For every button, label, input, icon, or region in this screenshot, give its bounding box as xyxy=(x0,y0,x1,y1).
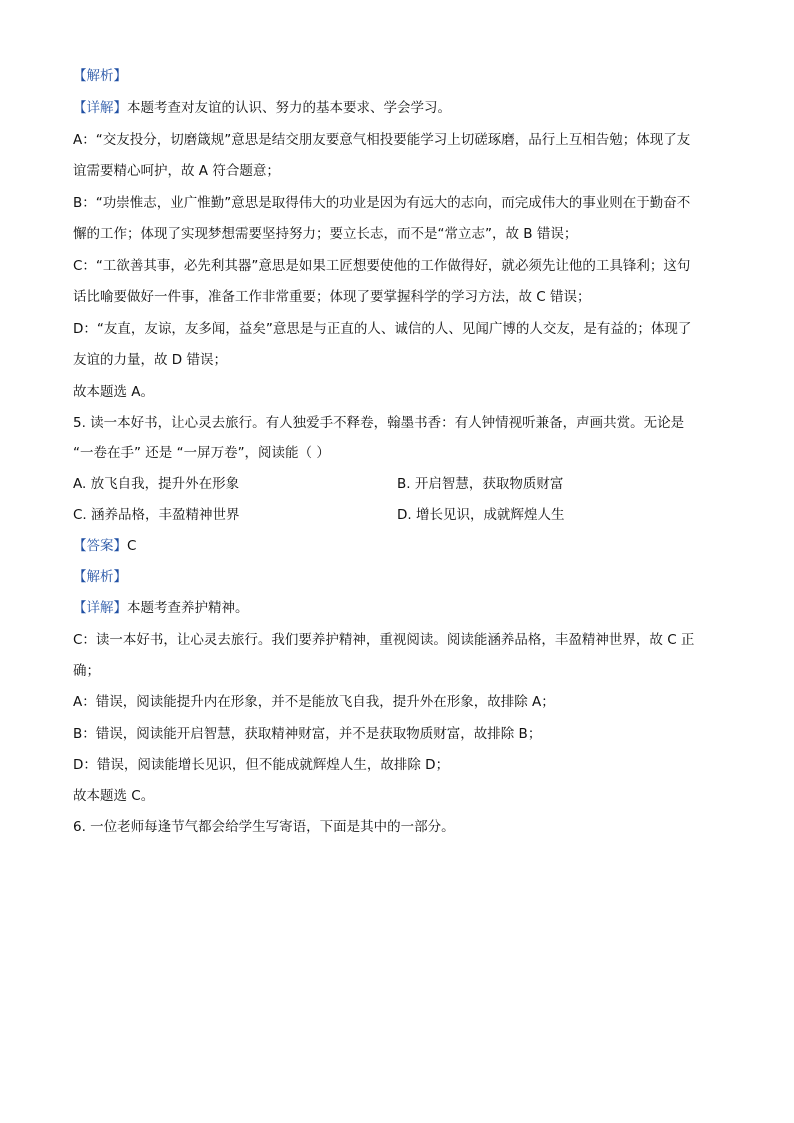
q4-option-a-explain-line1: A：“交友投分，切磨箴规”意思是结交朋友要意气相投要能学习上切磋琢磨，品行上互相告勉；体现了友 xyxy=(73,132,691,148)
q4-detail-text: 本题考查对友谊的认识、努力的基本要求、学会学习。 xyxy=(127,100,451,116)
q5-stem-line2: “一卷在手” 还是 “一屏万卷”，阅读能（ ） xyxy=(73,445,330,461)
q4-option-b-explain-line1: B：“功崇惟志，业广惟勤”意思是取得伟大的功业是因为有远大的志向，而完成伟大的事业则在于勤奋不 xyxy=(73,195,691,211)
q4-option-c-explain-line2: 话比喻要做好一件事，准备工作非常重要；体现了要掌握科学的学习方法，故 C 错误； xyxy=(73,289,591,305)
q5-option-c-explain-line1: C：读一本好书，让心灵去旅行。我们要养护精神，重视阅读。阅读能涵养品格，丰盈精神世界，故 C 正 xyxy=(73,632,695,648)
q4-option-b-explain-line2: 懈的工作；体现了实现梦想需要坚持努力；要立长志，而不是“常立志”，故 B 错误； xyxy=(73,226,578,242)
q4-conclusion: 故本题选 A。 xyxy=(73,384,155,400)
q5-option-c-explain-line2: 确； xyxy=(73,663,100,679)
q5-detail-tag: 【详解】 xyxy=(73,600,127,616)
q6-stem: 6. 一位老师每逢节气都会给学生写寄语，下面是其中的一部分。 xyxy=(73,819,455,835)
q5-answer-tag: 【答案】 xyxy=(73,538,127,554)
q4-analysis-tag: 【解析】 xyxy=(73,68,127,84)
q5-detail-text: 本题考查养护精神。 xyxy=(127,600,249,616)
q5-answer-value: C xyxy=(127,538,137,554)
q5-stem-line1: 5. 读一本好书，让心灵去旅行。有人独爱手不释卷，翰墨书香：有人钟情视听兼备，声画共赏。无论是 xyxy=(73,415,685,431)
q5-analysis-tag: 【解析】 xyxy=(73,569,127,585)
q5-detail xyxy=(73,598,249,618)
q5-option-d: D. 增长见识，成就辉煌人生 xyxy=(397,507,565,523)
q5-option-a-explain: A：错误，阅读能提升内在形象，并不是能放飞自我，提升外在形象，故排除 A； xyxy=(73,694,555,710)
q5-option-c: C. 涵养品格，丰盈精神世界 xyxy=(73,507,240,523)
q5-option-a: A. 放飞自我，提升外在形象 xyxy=(73,476,240,492)
q5-answer xyxy=(73,536,136,556)
q5-option-d-explain: D：错误，阅读能增长见识，但不能成就辉煌人生，故排除 D； xyxy=(73,757,450,773)
q4-detail xyxy=(73,98,451,118)
q5-conclusion: 故本题选 C。 xyxy=(73,788,155,804)
q4-detail-tag: 【详解】 xyxy=(73,100,127,116)
q5-option-b-explain: B：错误，阅读能开启智慧，获取精神财富，并不是获取物质财富，故排除 B； xyxy=(73,726,542,742)
q4-option-d-explain-line2: 友谊的力量，故 D 错误； xyxy=(73,352,227,368)
q5-option-b: B. 开启智慧，获取物质财富 xyxy=(397,476,564,492)
q4-option-c-explain-line1: C：“工欲善其事，必先利其器”意思是如果工匠想要使他的工作做得好，就必须先让他的工具锋利；这句 xyxy=(73,258,691,274)
q4-option-a-explain-line2: 谊需要精心呵护，故 A 符合题意； xyxy=(73,163,280,179)
q4-option-d-explain-line1: D：“友直，友谅，友多闻，益矣”意思是与正直的人、诚信的人、见闻广博的人交友，是有益的；体现了 xyxy=(73,321,692,337)
